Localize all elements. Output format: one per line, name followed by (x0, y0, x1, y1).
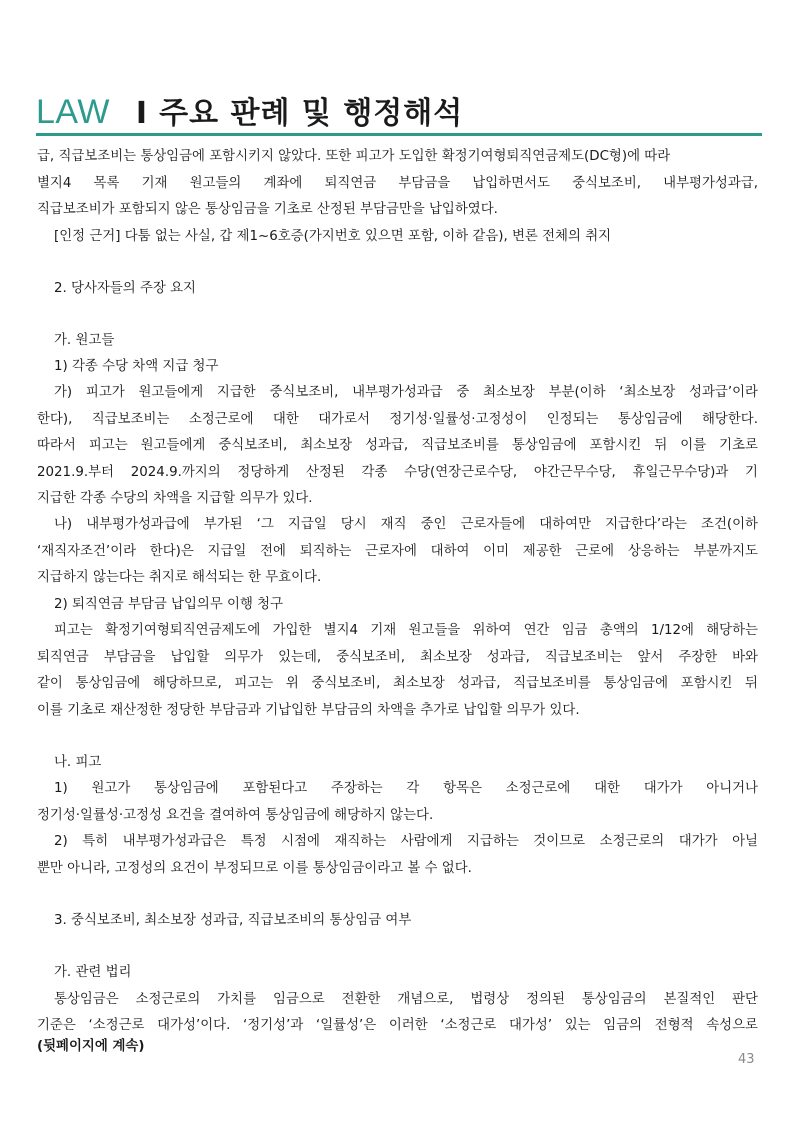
text-line: 기준은 ‘소정근로 대가성’이다. ‘정기성’과 ‘일률성’은 이러한 ‘소정근로 대가성’ 있는 임금의 전형적 속성으로 (37, 1018, 758, 1033)
subsection-heading: 나. 피고 (54, 755, 102, 770)
text-line: 퇴직연금 부담금을 납입할 의무가 있는데, 중식보조비, 최소보장 성과급, 직급보조비는 앞서 주장한 바와 (37, 650, 758, 665)
section-title: 주요 판례 및 행정해석 (159, 96, 464, 131)
section-heading: 2. 당사자들의 주장 요지 (54, 281, 196, 296)
text-line: 2021.9.부터 2024.9.까지의 정당하게 산정된 각종 수당(연장근로수당, 야간근무수당, 휴일근무수당)과 기 (37, 465, 758, 480)
section-heading: 3. 중식보조비, 최소보장 성과급, 직급보조비의 통상임금 여부 (54, 913, 412, 928)
text-line: 가) 피고가 원고들에게 지급한 중식보조비, 내부평가성과급 중 최소보장 부분(이하 ‘최소보장 성과급’이라 (54, 385, 758, 400)
text-line: 1) 원고가 통상임금에 포함된다고 주장하는 각 항목은 소정근로에 대한 대가가 아니거나 (54, 781, 758, 796)
text-line: 정기성·일률성·고정성 요건을 결여하여 통상임금에 해당하지 않는다. (37, 808, 434, 823)
text-line: 한다), 직급보조비는 소정근로에 대한 대가로서 정기성·일률성·고정성이 인정되는 통상임금에 해당한다. (37, 412, 758, 427)
text-line: ‘재직자조건’이라 한다)은 지급일 전에 퇴직하는 근로자에 대하여 이미 제공한 근로에 상응하는 부분까지도 (37, 544, 758, 559)
text-line: 나) 내부평가성과급에 부가된 ‘그 지급일 당시 재직 중인 근로자들에 대하여만 지급한다’라는 조건(이하 (54, 517, 758, 532)
continued-note: (뒷페이지에 계속) (37, 1039, 145, 1054)
text-line: 통상임금은 소정근로의 가치를 임금으로 전환한 개념으로, 법령상 정의된 통상임금의 본질적인 판단 (54, 992, 758, 1007)
item-heading: 2) 퇴직연금 부담금 납입의무 이행 청구 (54, 597, 284, 612)
text-line: 뿐만 아니라, 고정성의 요건이 부정되므로 이를 통상임금이라고 볼 수 없다. (37, 861, 472, 876)
text-line: 직급보조비가 포함되지 않은 통상임금을 기초로 산정된 부담금만을 납입하였다. (37, 202, 498, 217)
page-number: 43 (738, 1052, 755, 1067)
header-separator: I (135, 96, 148, 131)
subsection-heading: 가. 원고들 (54, 333, 115, 348)
text-line: 지급하지 않는다는 취지로 해석되는 한 무효이다. (37, 570, 322, 585)
text-line: 이를 기초로 재산정한 정당한 부담금과 기납입한 부담금의 차액을 추가로 납입할 의무가 있다. (37, 703, 580, 718)
law-label: LAW (36, 93, 110, 131)
text-line: 지급한 각종 수당의 차액을 지급할 의무가 있다. (37, 491, 313, 506)
text-line: [인정 근거] 다툼 없는 사실, 갑 제1~6호증(가지번호 있으면 포함, 이하 같음), 변론 전체의 취지 (54, 229, 612, 244)
text-line: 2) 특히 내부평가성과급은 특정 시점에 재직하는 사람에게 지급하는 것이므로 소정근로의 대가가 아닐 (54, 834, 758, 849)
text-line: 급, 직급보조비는 통상임금에 포함시키지 않았다. 또한 피고가 도입한 확정기여형퇴직연금제도(DC형)에 따라 (37, 149, 671, 164)
text-line: 별지4 목록 기재 원고들의 계좌에 퇴직연금 부담금을 납입하면서도 중식보조비, 내부평가성과급, (37, 176, 758, 191)
section-header (36, 88, 464, 131)
text-line: 피고는 확정기여형퇴직연금제도에 가입한 별지4 기재 원고들을 위하여 연간 임금 총액의 1/12에 해당하는 (54, 623, 758, 638)
text-line: 따라서 피고는 원고들에게 중식보조비, 최소보장 성과급, 직급보조비를 통상임금에 포함시킨 뒤 이를 기초로 (37, 438, 758, 453)
item-heading: 1) 각종 수당 차액 지급 청구 (54, 359, 219, 374)
header-rule (36, 133, 762, 136)
subsection-heading: 가. 관련 법리 (54, 965, 132, 980)
text-line: 같이 통상임금에 해당하므로, 피고는 위 중식보조비, 최소보장 성과급, 직급보조비를 통상임금에 포함시킨 뒤 (37, 676, 758, 691)
